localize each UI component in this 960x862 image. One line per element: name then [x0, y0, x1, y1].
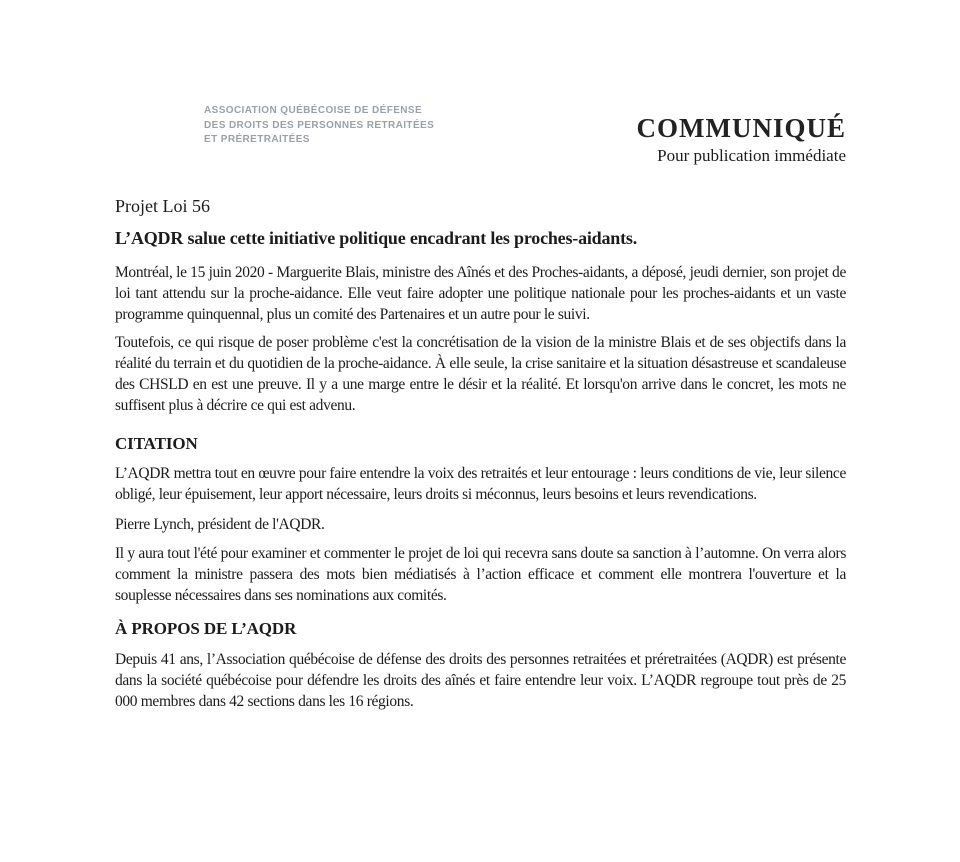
logo-line-1: ASSOCIATION QUÉBÉCOISE DE DÉFENSE: [204, 105, 423, 116]
kicker-projet-loi: Projet Loi 56: [115, 196, 210, 216]
press-release-page: [0, 105, 960, 862]
citation-body: L’AQDR mettra tout en œuvre pour faire entendre la voix des retraités et leur entourage : leurs conditions de vie, leur silence obligé, leur épuisement, leur apport nécessaire, leurs droits si méconnus, leurs besoins et leurs revendications.: [115, 465, 846, 503]
headline: L’AQDR salue cette initiative politique encadrant les proches-aidants.: [115, 228, 637, 248]
paragraph-followup: Il y aura tout l'été pour examiner et commenter le projet de loi qui recevra sans doute sa sanction à l’automne. On verra alors comment la ministre passera des mots bien médiatisés à l’action efficace et comment elle montrera l'ouverture et la souplesse nécessaires dans ses nominations aux comités.: [115, 545, 846, 604]
logo-line-2: DES DROITS DES PERSONNES RETRAITÉES: [204, 119, 435, 131]
communique-title: COMMUNIQUÉ: [636, 113, 846, 143]
logo-line-3: ET PRÉRETRAITÉES: [204, 134, 310, 145]
citation-attribution: Pierre Lynch, président de l'AQDR.: [115, 516, 325, 533]
citation-heading: CITATION: [115, 434, 198, 453]
document-content: [0, 112, 960, 712]
about-heading: À PROPOS DE L’AQDR: [115, 619, 297, 638]
release-header: [115, 112, 846, 167]
about-body: Depuis 41 ans, l’Association québécoise de défense des droits des personnes retraitées et préretraitées (AQDR) est présente dans la société québécoise pour défendre les droits des aînés et faire entendre leur voix. L’AQDR regroupe tout près de 25 000 membres dans 42 sections dans les 16 régions.: [115, 651, 846, 710]
paragraph-intro: Montréal, le 15 juin 2020 - Marguerite Blais, ministre des Aînés et des Proches-aidants, a déposé, jeudi dernier, son projet de loi tant attendu sur la proche-aidance. Elle veut faire adopter une politique nationale pour les proches-aidants et un vaste programme quinquennal, plus un comité des Partenaires et un autre pour le suivi.: [115, 264, 846, 323]
publication-subtitle: Pour publication immédiate: [657, 146, 846, 165]
paragraph-concerns: Toutefois, ce qui risque de poser problème c'est la concrétisation de la vision de la ministre Blais et de ses objectifs dans la réalité du terrain et du quotidien de la proche-aidance. À elle seule, la crise sanitaire et la situation désastreuse et scandaleuse des CHSLD en est une preuve. Il y a une marge entre le désir et la réalité. Et lorsqu'on arrive dans le concret, les mots ne suffisent plus à décrire ce qui est advenu.: [115, 334, 846, 414]
